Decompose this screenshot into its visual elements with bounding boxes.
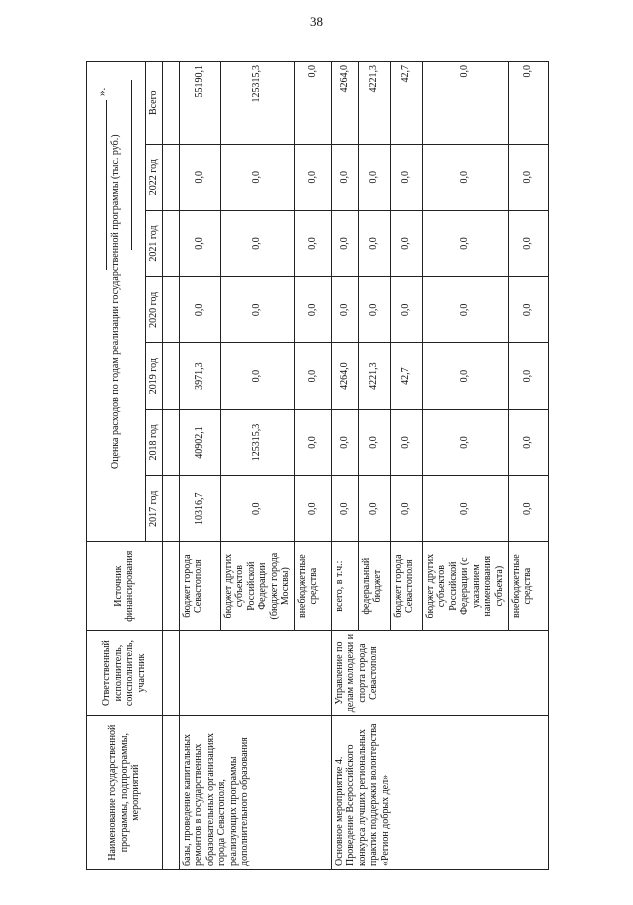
signature-line — [131, 80, 132, 250]
total-cell: 42,7 — [390, 62, 422, 145]
total-cell: 0,0 — [422, 62, 508, 145]
source-cell: внебюджетные средства — [294, 542, 331, 630]
page-number: 38 — [310, 14, 323, 29]
value-cell: 0,0 — [390, 277, 422, 343]
value-cell: 4264,0 — [331, 343, 358, 409]
value-cell: 0,0 — [294, 343, 331, 409]
year-2017: 2017 год — [146, 476, 163, 542]
year-2022: 2022 год — [146, 144, 163, 210]
source-cell: бюджет города Севастополя — [179, 542, 220, 630]
value-cell: 0,0 — [390, 210, 422, 276]
header-source: Источник финансирования — [87, 542, 163, 630]
header-estimate: Оценка расходов по годам реализации государственной программы (тыс. руб.) — [87, 62, 146, 542]
block1-responsible — [179, 630, 331, 715]
total-cell: 0,0 — [508, 62, 548, 145]
value-cell: 0,0 — [508, 409, 548, 475]
value-cell: 0,0 — [294, 409, 331, 475]
year-2019: 2019 год — [146, 343, 163, 409]
block2-name: Основное мероприятие 4. Проведение Всероссийского конкурса лучших региональных практик поддержки волонтерства «Регион добрых дел» — [331, 716, 548, 870]
value-cell: 40902,1 — [179, 409, 220, 475]
value-cell: 0,0 — [508, 476, 548, 542]
value-cell: 0,0 — [220, 277, 294, 343]
value-cell: 0,0 — [358, 476, 390, 542]
value-cell: 0,0 — [179, 144, 220, 210]
value-cell: 3971,3 — [179, 343, 220, 409]
value-cell: 0,0 — [358, 144, 390, 210]
value-cell: 0,0 — [358, 210, 390, 276]
value-cell: 0,0 — [422, 343, 508, 409]
value-cell: 0,0 — [179, 210, 220, 276]
source-cell: бюджет других субъектов Российской Федерации (с указанием наименования субъекта) — [422, 542, 508, 630]
source-cell: внебюджетные средства — [508, 542, 548, 630]
value-cell: 0,0 — [220, 343, 294, 409]
value-cell: 0,0 — [390, 144, 422, 210]
value-cell: 4221,3 — [358, 343, 390, 409]
value-cell: 0,0 — [508, 277, 548, 343]
value-cell: 125315,3 — [220, 409, 294, 475]
total-cell: 4264,0 — [331, 62, 358, 145]
value-cell: 0,0 — [508, 343, 548, 409]
header-responsible: Ответственный исполнитель, соисполнитель, участник — [87, 630, 163, 715]
value-cell: 0,0 — [390, 409, 422, 475]
rotated-page-content — [86, 61, 548, 870]
value-cell: 0,0 — [179, 277, 220, 343]
value-cell: 0,0 — [358, 409, 390, 475]
table-row — [331, 62, 358, 870]
value-cell: 0,0 — [422, 409, 508, 475]
value-cell: 0,0 — [422, 476, 508, 542]
total-cell: 125315,3 — [220, 62, 294, 145]
source-cell: федеральный бюджет — [358, 542, 390, 630]
value-cell: 0,0 — [331, 277, 358, 343]
year-2018: 2018 год — [146, 409, 163, 475]
total-cell: 4221,3 — [358, 62, 390, 145]
header-name: Наименование государственной программы, подпрограммы, мероприятий — [87, 716, 163, 870]
total-header: Всего — [146, 62, 163, 145]
value-cell: 0,0 — [220, 476, 294, 542]
value-cell: 0,0 — [422, 277, 508, 343]
closing-quote: ». — [96, 87, 108, 96]
value-cell: 0,0 — [508, 210, 548, 276]
value-cell: 42,7 — [390, 343, 422, 409]
source-cell: бюджет города Севастополя — [390, 542, 422, 630]
value-cell: 0,0 — [331, 476, 358, 542]
value-cell: 0,0 — [422, 144, 508, 210]
block1-name: базы, проведение капитальных ремонтов в государственных образовательных организациях города Севастополя, реализующих программы дополнительного образования — [179, 716, 331, 870]
year-2021: 2021 год — [146, 210, 163, 276]
year-2020: 2020 год — [146, 277, 163, 343]
source-cell: бюджет других субъектов Российской Федерации (бюджет города Москвы) — [220, 542, 294, 630]
value-cell: 0,0 — [294, 277, 331, 343]
budget-table — [86, 61, 549, 870]
spacer-row — [162, 62, 179, 870]
value-cell: 0,0 — [294, 210, 331, 276]
value-cell: 0,0 — [220, 144, 294, 210]
value-cell: 0,0 — [220, 210, 294, 276]
value-cell: 0,0 — [508, 144, 548, 210]
value-cell: 0,0 — [331, 409, 358, 475]
value-cell: 0,0 — [422, 210, 508, 276]
total-cell: 0,0 — [294, 62, 331, 145]
value-cell: 0,0 — [358, 277, 390, 343]
value-cell: 10316,7 — [179, 476, 220, 542]
signature-block — [86, 70, 146, 270]
signature-line — [106, 100, 107, 270]
value-cell: 0,0 — [294, 144, 331, 210]
value-cell: 0,0 — [331, 210, 358, 276]
total-cell: 55190,1 — [179, 62, 220, 145]
value-cell: 0,0 — [390, 476, 422, 542]
source-cell: всего, в т.ч.: — [331, 542, 358, 630]
table-row — [179, 62, 220, 870]
value-cell: 0,0 — [294, 476, 331, 542]
value-cell: 0,0 — [331, 144, 358, 210]
block2-responsible: Управление по делам молодежи и спорта города Севастополя — [331, 630, 548, 715]
